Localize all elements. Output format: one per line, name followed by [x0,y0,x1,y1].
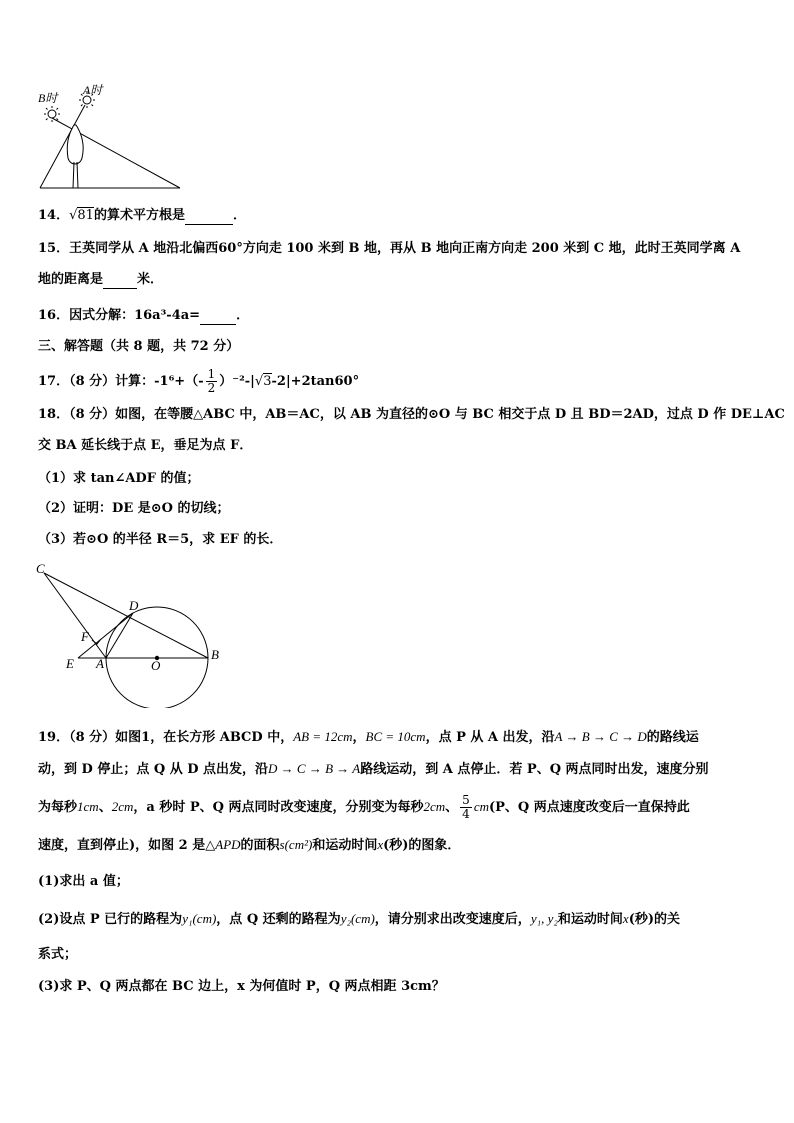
tree-icon [67,125,83,188]
question-19-sub3: (3)求 P、Q 两点都在 BC 边上，x 为何值时 P，Q 两点相距 3cm？ [38,979,445,994]
question-15-line2: 地的距离是 米． [38,272,164,287]
circle-triangle-figure [30,558,240,708]
segment-ad [106,613,133,658]
segment-cb [44,573,208,658]
question-19-line4: 速度，直到停止)，如图 2 是△APD的面积s(cm²)和运动时间x(秒)的图象． [38,837,461,853]
sun-b-icon [44,106,60,122]
q16-blank [200,310,236,325]
q17-fraction: $\frac{1}{2}$ [207,367,216,395]
question-18-sub2: （2）证明：DE 是⊙O 的切线； [38,501,230,516]
question-16: 16．因式分解：16a³-4a= ． [38,308,250,323]
sqrt-symbol: √ [69,208,78,223]
sun-b-label: B时 [38,91,58,105]
sqrt-symbol: √ [254,374,264,389]
section-heading: 三、解答题（共 8 题，共 72 分） [38,339,240,354]
question-18-sub1: （1）求 tan∠ADF 的值； [38,471,200,486]
question-15-line1: 15．王英同学从 A 地沿北偏西60°方向走 100 米到 B 地，再从 B 地向正南方向走 200 米到 C 地，此时王英同学离 A [38,241,741,256]
question-14: 14．√81的算术平方根是 ． [38,208,246,223]
q15-blank [103,274,137,289]
label-o: O [151,658,161,673]
question-19-sub2-line1: (2)设点 P 已行的路程为y₁(cm)，点 Q 还剩的路程为y₂(cm)，请分别求出改变速度后，y₁, y₂和运动时间x(秒)的关 [38,911,681,927]
question-19-line3: 为每秒1cm、2cm，a 秒时 P、Q 两点同时改变速度，分别变为每秒2cm、 $\frac{5}{4}$ cm(P、Q 两点速度改变后一直保持此 [38,793,690,821]
tree-shadow-figure [30,80,200,195]
question-18-line2: 交 BA 延长线于点 E，垂足为点 F． [38,438,253,453]
label-b: B [211,647,219,662]
sun-a-label: A时 [83,83,103,97]
question-18-sub3: （3）若⊙O 的半径 R＝5，求 EF 的长． [38,532,283,547]
label-a: A [96,656,104,671]
q19-fraction: $\frac{5}{4}$ [462,793,470,821]
label-d: D [129,598,139,613]
question-19-sub1: (1)求出 a 值； [38,874,129,889]
label-f: F [81,629,89,644]
segment-ca [44,573,106,658]
label-e: E [66,656,74,671]
q14-blank [185,210,233,225]
q14-radical: 81 [77,208,94,223]
question-17: 17．（8 分）计算：-1⁶+（- $\frac{1}{2}$ ）⁻²-|√3-2|+2tan60° [38,367,360,395]
question-19-line1: 19．（8 分）如图1，在长方形 ABCD 中，AB = 12cm，BC = 10cm，点 P 从 A 出发，沿A → B → C → D的路线运 [38,729,699,745]
question-18-line1: 18．（8 分）如图，在等腰△ABC 中，AB＝AC，以 AB 为直径的⊙O 与 BC 相交于点 D 且 BD＝2AD，过点 D 作 DE⊥AC [38,407,785,422]
question-19-sub2-line2: 系式； [38,947,78,962]
question-19-line2: 动，到 D 停止；点 Q 从 D 点出发，沿D → C → B → A路线运动，到 A 点停止．若 P、Q 两点同时出发，速度分别 [38,761,709,777]
label-c: C [36,561,45,576]
